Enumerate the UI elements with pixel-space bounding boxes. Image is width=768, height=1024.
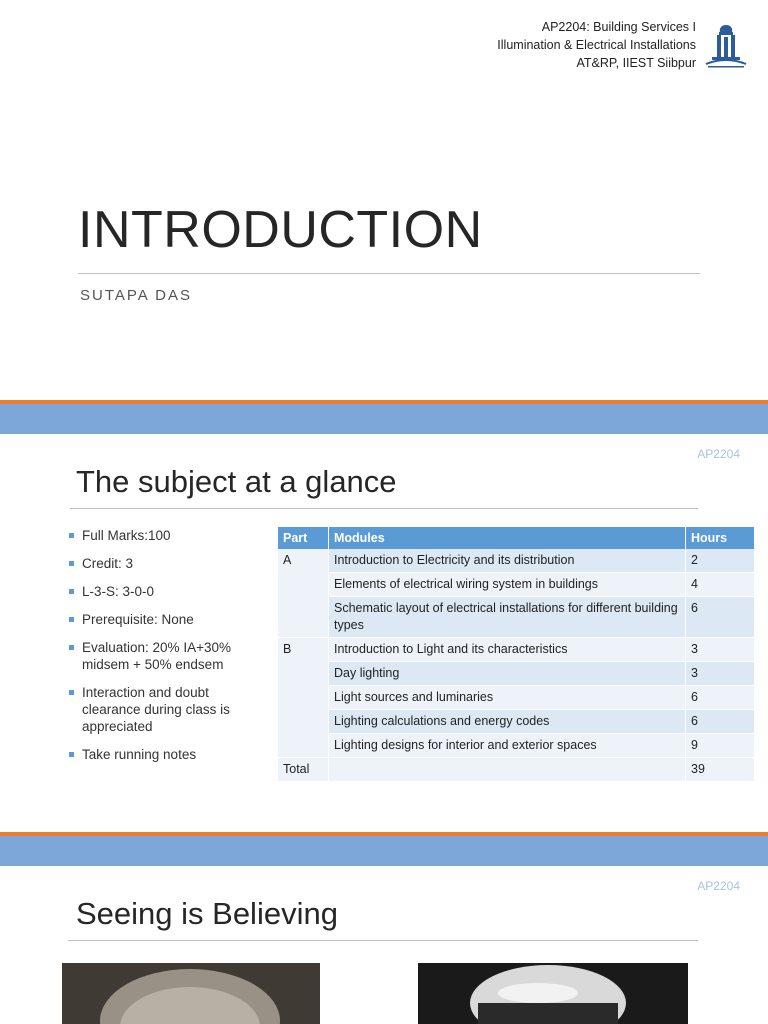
- module-cell: Light sources and luminaries: [329, 686, 686, 710]
- table-row: [278, 686, 755, 710]
- hours-cell: 6: [686, 597, 755, 638]
- column-header-modules: Modules: [329, 527, 686, 549]
- part-cell: A: [278, 549, 329, 638]
- hours-cell: 6: [686, 710, 755, 734]
- title-divider: [78, 273, 700, 274]
- list-item: Evaluation: 20% IA+30% midsem + 50% endsem: [68, 639, 268, 673]
- historical-photo-right: [418, 963, 688, 1024]
- module-cell: Introduction to Light and its characteristics: [329, 638, 686, 662]
- column-header-hours: Hours: [686, 527, 755, 549]
- course-header: [497, 18, 696, 72]
- module-cell: Elements of electrical wiring system in buildings: [329, 573, 686, 597]
- hours-cell: 3: [686, 638, 755, 662]
- table-row: [278, 734, 755, 758]
- course-header-line: AP2204: Building Services I: [541, 20, 696, 34]
- table-row: [278, 662, 755, 686]
- part-cell: B: [278, 638, 329, 758]
- slide-separator: [0, 832, 768, 866]
- institute-logo-icon: [702, 22, 750, 70]
- course-header-line: Illumination & Electrical Installations: [497, 38, 696, 52]
- course-header-line: AT&RP, IIEST Siibpur: [576, 56, 696, 70]
- hours-cell: 3: [686, 662, 755, 686]
- hours-cell: 2: [686, 549, 755, 573]
- slide-separator: [0, 400, 768, 434]
- module-cell: Schematic layout of electrical installations for different building types: [329, 597, 686, 638]
- module-cell: Lighting designs for interior and exterior spaces: [329, 734, 686, 758]
- heading-divider: [68, 940, 698, 941]
- table-row: [278, 597, 755, 638]
- slide-heading: The subject at a glance: [76, 464, 397, 499]
- list-item: Interaction and doubt clearance during class is appreciated: [68, 684, 268, 735]
- info-bullet-list: [68, 527, 268, 774]
- slide-seeing-is-believing: [0, 866, 768, 1024]
- author-name: SUTAPA DAS: [80, 287, 192, 304]
- table-row: [278, 638, 755, 662]
- total-label: Total: [278, 758, 329, 782]
- modules-table: [278, 527, 755, 782]
- module-cell: Day lighting: [329, 662, 686, 686]
- table-total-row: [278, 758, 755, 782]
- table-row: [278, 549, 755, 573]
- hours-cell: 6: [686, 686, 755, 710]
- hours-cell: 4: [686, 573, 755, 597]
- total-empty-cell: [329, 758, 686, 782]
- list-item: Credit: 3: [68, 555, 268, 572]
- list-item: Take running notes: [68, 746, 268, 763]
- slide-heading: Seeing is Believing: [76, 896, 338, 931]
- slide-title-text: INTRODUCTION: [78, 201, 483, 259]
- table-row: [278, 573, 755, 597]
- table-row: [278, 710, 755, 734]
- heading-divider: [70, 508, 698, 509]
- module-cell: Introduction to Electricity and its distribution: [329, 549, 686, 573]
- list-item: L-3-S: 3-0-0: [68, 583, 268, 600]
- course-code: AP2204: [697, 879, 740, 893]
- hours-cell: 9: [686, 734, 755, 758]
- module-cell: Lighting calculations and energy codes: [329, 710, 686, 734]
- slide-subject-overview: [0, 434, 768, 832]
- total-hours: 39: [686, 758, 755, 782]
- table-header-row: [278, 527, 755, 549]
- list-item: Full Marks:100: [68, 527, 268, 544]
- column-header-part: Part: [278, 527, 329, 549]
- course-code: AP2204: [697, 447, 740, 461]
- list-item: Prerequisite: None: [68, 611, 268, 628]
- historical-photo-left: [62, 963, 320, 1024]
- slide-title: [0, 0, 768, 400]
